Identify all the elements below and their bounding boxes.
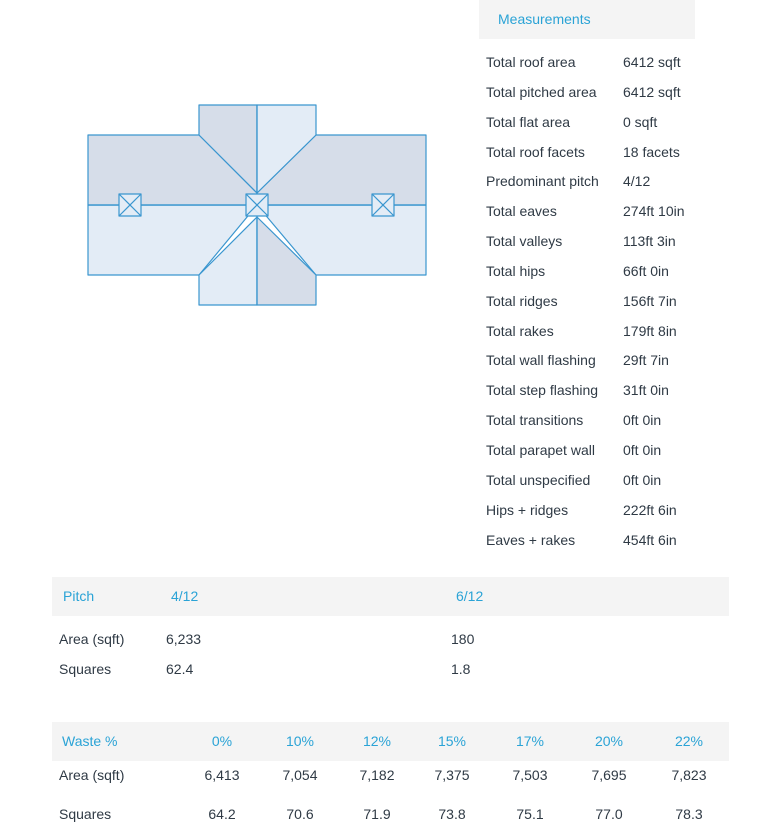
measurement-row	[486, 317, 746, 347]
pitch-cell: 62.4	[166, 661, 194, 677]
measurement-label: Total ridges	[486, 292, 558, 309]
measurement-label: Total rakes	[486, 322, 554, 339]
waste-cell: 7,695	[591, 767, 627, 783]
measurement-value: 6412 sqft	[623, 83, 681, 100]
waste-table-header	[52, 722, 729, 761]
measurement-value: 0ft 0in	[623, 412, 662, 429]
waste-cell: 73.8	[438, 806, 466, 822]
pitch-column-header: 4/12	[171, 588, 199, 604]
measurements-title: Measurements	[498, 11, 591, 27]
pitch-column-header: 6/12	[456, 588, 484, 604]
waste-cell: 70.6	[286, 806, 314, 822]
measurement-value: 18 facets	[623, 143, 680, 160]
measurement-label: Total transitions	[486, 412, 584, 429]
measurement-value: 156ft 7in	[623, 292, 677, 309]
waste-row-label: Squares	[59, 806, 112, 822]
measurement-row	[486, 108, 746, 138]
measurement-row	[486, 376, 746, 406]
measurement-row	[486, 436, 746, 466]
waste-column-header: 15%	[437, 733, 467, 749]
roof-vent-icon	[119, 194, 141, 216]
measurement-value: 31ft 0in	[623, 382, 669, 399]
measurement-value: 4/12	[623, 173, 651, 190]
measurement-label: Total step flashing	[486, 382, 599, 399]
measurement-label: Total eaves	[486, 203, 557, 220]
measurement-label: Total hips	[486, 262, 546, 279]
measurement-label: Total flat area	[486, 113, 571, 130]
measurement-label: Predominant pitch	[486, 173, 599, 190]
measurement-row	[486, 406, 746, 436]
measurement-value: 66ft 0in	[623, 262, 669, 279]
measurements-list	[486, 48, 746, 555]
measurement-label: Total roof area	[486, 54, 576, 70]
measurement-label: Total unspecified	[486, 471, 591, 488]
measurement-label: Total valleys	[486, 233, 563, 250]
measurement-row	[486, 78, 746, 108]
waste-cell: 7,054	[282, 767, 318, 783]
measurement-row	[486, 227, 746, 257]
pitch-row-label: Area (sqft)	[59, 631, 125, 647]
waste-column-header: 17%	[515, 733, 545, 749]
waste-cell: 7,375	[434, 767, 470, 783]
measurement-value: 222ft 6in	[623, 501, 677, 518]
waste-cell: 6,413	[204, 767, 240, 783]
waste-cell: 7,503	[512, 767, 548, 783]
measurement-row	[486, 346, 746, 376]
waste-column-header: 10%	[285, 733, 315, 749]
measurements-header	[479, 0, 695, 39]
waste-cell: 77.0	[595, 806, 623, 822]
waste-cell: 78.3	[675, 806, 703, 822]
measurement-row	[486, 167, 746, 197]
waste-cell: 64.2	[208, 806, 236, 822]
waste-cell: 75.1	[516, 806, 544, 822]
waste-cell: 7,823	[671, 767, 707, 783]
measurement-row	[486, 138, 746, 168]
measurement-value: 0 sqft	[623, 113, 658, 130]
measurement-label: Total wall flashing	[486, 352, 596, 369]
measurement-row	[486, 197, 746, 227]
measurement-value: 0ft 0in	[623, 471, 662, 488]
measurement-row	[486, 496, 746, 526]
waste-cell: 7,182	[359, 767, 395, 783]
measurement-row	[486, 48, 746, 78]
waste-column-header: 12%	[362, 733, 392, 749]
measurement-row	[486, 287, 746, 317]
measurement-value: 113ft 3in	[623, 233, 676, 250]
measurement-value: 454ft 6in	[623, 531, 677, 548]
waste-column-header: 0%	[211, 733, 233, 749]
measurement-label: Total pitched area	[486, 83, 597, 100]
pitch-table-header	[52, 577, 729, 616]
measurement-value: 0ft 0in	[623, 441, 662, 458]
roof-diagram	[80, 98, 440, 318]
measurement-value: 29ft 7in	[623, 352, 669, 369]
waste-column-header: 22%	[674, 733, 704, 749]
measurement-label: Total roof facets	[486, 143, 585, 160]
roof-vent-icon	[246, 194, 268, 216]
measurement-row	[486, 466, 746, 496]
pitch-header-label: Pitch	[63, 588, 95, 604]
measurement-row	[486, 526, 746, 556]
measurement-label: Total parapet wall	[486, 441, 595, 458]
pitch-cell: 6,233	[166, 631, 202, 647]
pitch-cell: 180	[451, 631, 475, 647]
measurement-row	[486, 257, 746, 287]
measurement-value: 6412 sqft	[623, 54, 681, 70]
waste-header-label: Waste %	[62, 733, 118, 749]
waste-row-label: Area (sqft)	[59, 767, 125, 783]
measurement-label: Eaves + rakes	[486, 531, 576, 548]
roof-vent-icon	[372, 194, 394, 216]
pitch-cell: 1.8	[451, 661, 471, 677]
measurement-value: 274ft 10in	[623, 203, 685, 220]
waste-column-header: 20%	[594, 733, 624, 749]
measurement-value: 179ft 8in	[623, 322, 677, 339]
measurement-label: Hips + ridges	[486, 501, 569, 518]
waste-cell: 71.9	[363, 806, 391, 822]
pitch-row-label: Squares	[59, 661, 112, 677]
